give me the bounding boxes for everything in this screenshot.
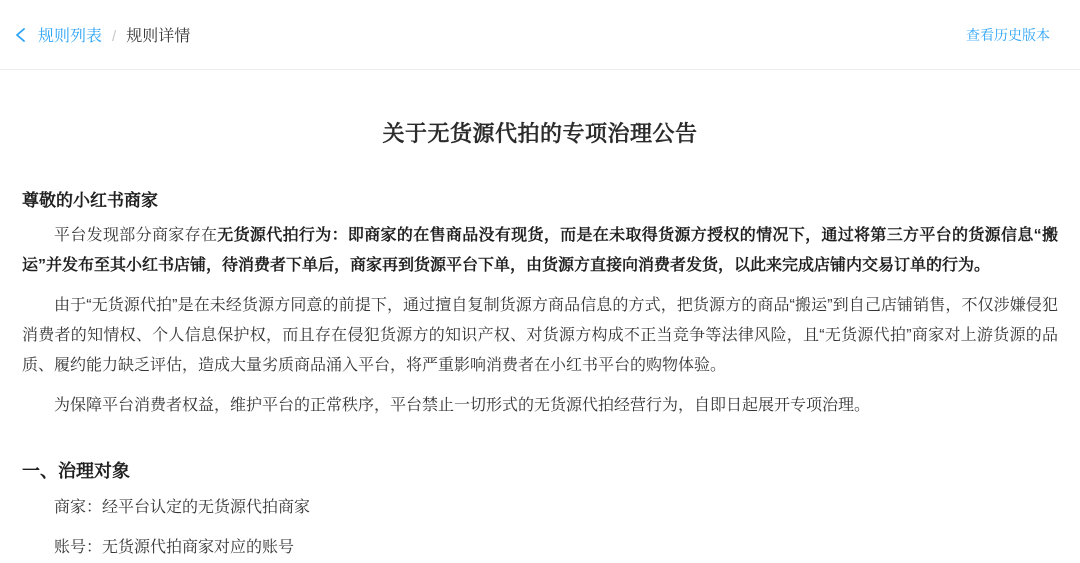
paragraph-definition-bold: 无货源代拍行为：即商家的在售商品没有现货，而是在未取得货源方授权的情况下，通过将第三方平台的货源信息“搬运”并发布至其小红书店铺，待消费者下单后，商家再到货源平台下单，由货源方直接向消费者发货，以此来完成店铺内交易订单的行为。 bbox=[22, 227, 1058, 274]
breadcrumb-item-rule-detail: 规则详情 bbox=[126, 28, 191, 45]
paragraph-definition bbox=[22, 221, 1058, 281]
list-item: 商家：经平台认定的无货源代拍商家 bbox=[54, 499, 311, 516]
list-item: 账号：无货源代拍商家对应的账号 bbox=[54, 539, 295, 556]
document-body bbox=[0, 117, 1080, 563]
breadcrumb-separator: / bbox=[112, 28, 117, 45]
salutation: 尊敬的小红书商家 bbox=[22, 191, 158, 210]
page-title: 关于无货源代拍的专项治理公告 bbox=[382, 121, 698, 146]
chevron-left-icon[interactable] bbox=[10, 24, 32, 46]
paragraph-definition-prefix: 平台发现部分商家存在 bbox=[54, 227, 218, 244]
page-header bbox=[0, 0, 1080, 70]
section-title-governance-target: 一、治理对象 bbox=[22, 461, 130, 481]
breadcrumb bbox=[38, 23, 190, 46]
view-history-link[interactable]: 查看历史版本 bbox=[966, 26, 1050, 43]
breadcrumb-item-rule-list[interactable]: 规则列表 bbox=[38, 28, 103, 45]
paragraph-action: 为保障平台消费者权益，维护平台的正常秩序，平台禁止一切形式的无货源代拍经营行为，自即日起展开专项治理。 bbox=[54, 397, 871, 414]
paragraph-reason: 由于“无货源代拍”是在未经货源方同意的前提下，通过擅自复制货源方商品信息的方式，把货源方的商品“搬运”到自己店铺销售，不仅涉嫌侵犯消费者的知情权、个人信息保护权，而且存在侵犯货源方的知识产权、对货源方构成不正当竞争等法律风险，且“无货源代拍”商家对上游货源的品质、履约能力缺乏评估，造成大量劣质商品涌入平台，将严重影响消费者在小红书平台的购物体验。 bbox=[22, 297, 1058, 374]
